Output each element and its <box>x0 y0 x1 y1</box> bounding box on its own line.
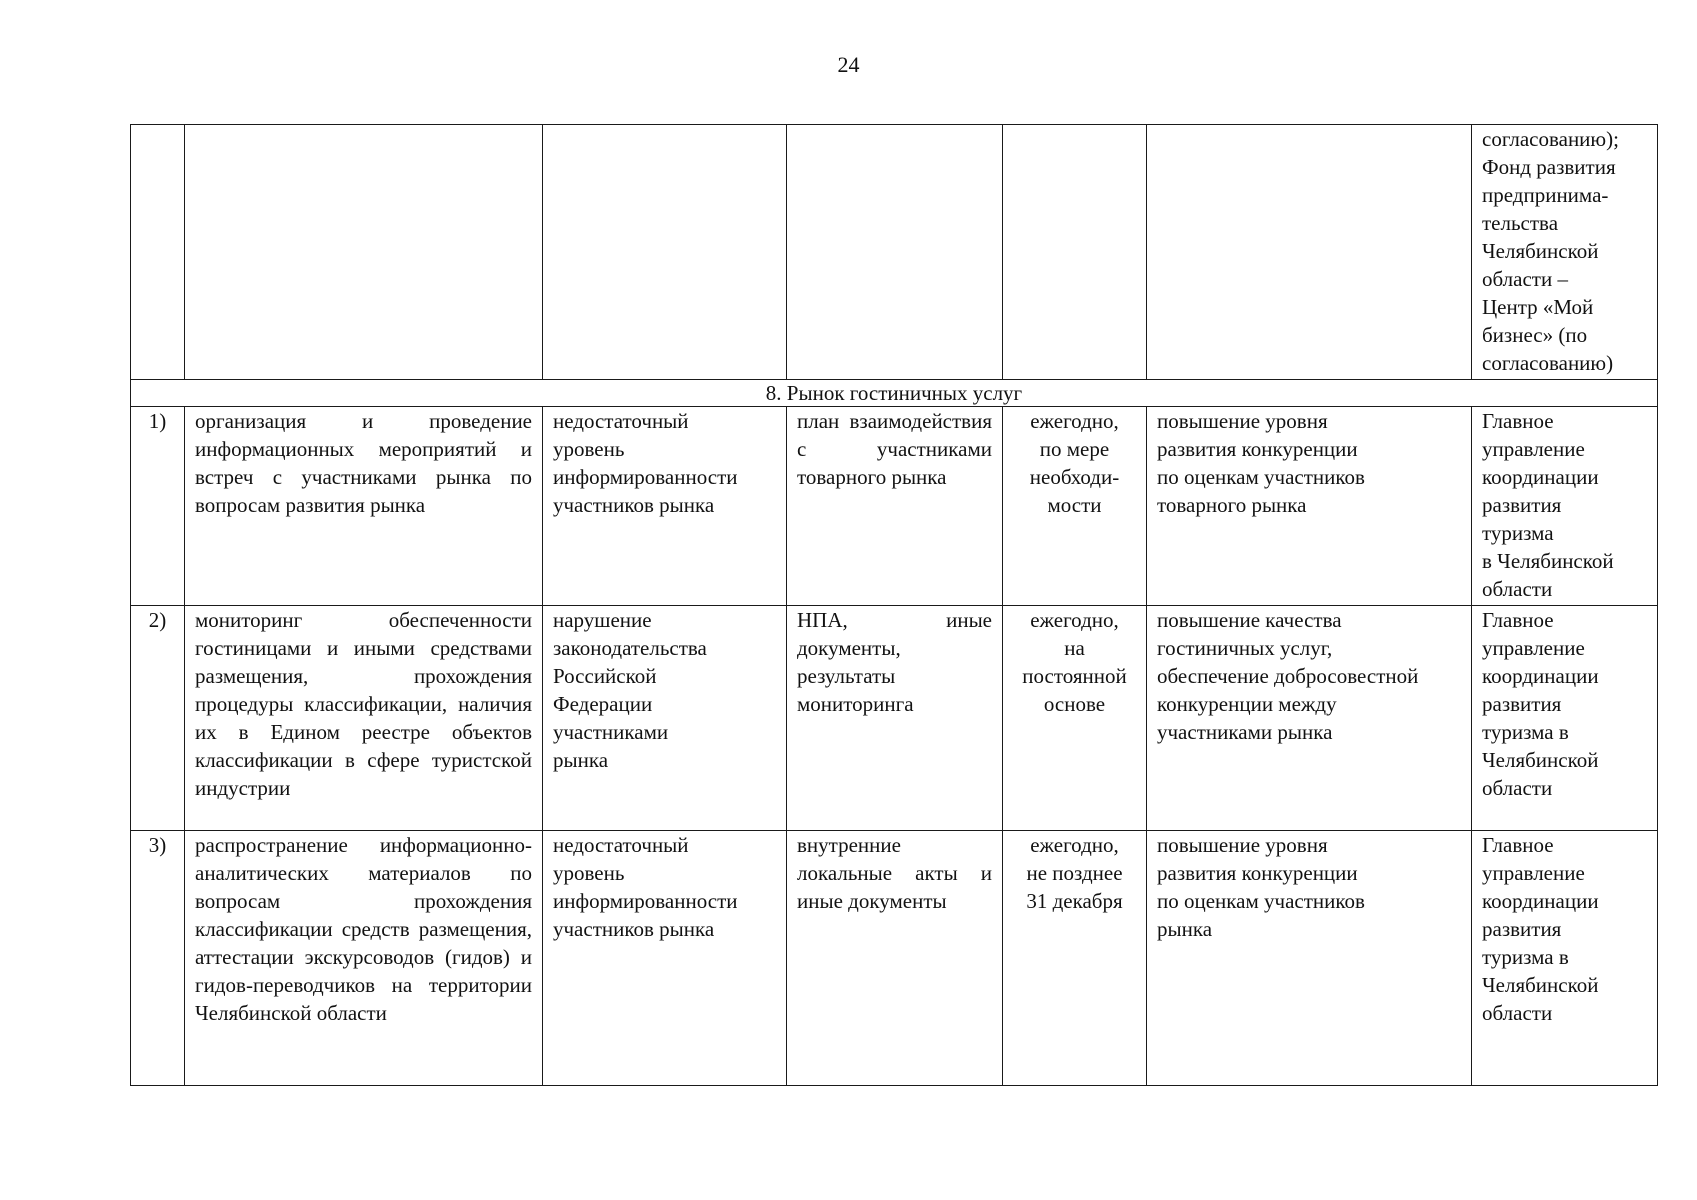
responsible-text: Главное управление координации развития туризма в Челябинской области <box>1482 409 1614 601</box>
event-cell <box>185 831 543 1086</box>
continuation-result-cell <box>1147 125 1472 380</box>
document-text: план взаимодействия с участниками товарного рынка <box>797 409 992 489</box>
result-text: повышение уровня развития конкуренции по оценкам участников товарного рынка <box>1157 409 1365 517</box>
table-row <box>131 606 1658 831</box>
section-header-row <box>131 380 1658 407</box>
deadline-text: ежегодно, на постоянной основе <box>1022 608 1127 716</box>
responsible-cell <box>1472 407 1658 606</box>
event-cell <box>185 407 543 606</box>
document-text: НПА, иные документы, результаты мониторинга <box>797 608 992 716</box>
responsible-cell <box>1472 606 1658 831</box>
table-row <box>131 831 1658 1086</box>
event-text: мониторинг обеспеченности гостиницами и иными средствами размещения, прохождения процедуры классификации, наличия их в Едином реестре объектов классификации в сфере туристской индустрии <box>195 608 532 800</box>
section-title-cell <box>131 380 1658 407</box>
document-text: внутренние локальные акты и иные документы <box>797 833 992 913</box>
row-number-cell <box>131 606 185 831</box>
row-number: 1) <box>148 409 167 433</box>
continuation-row <box>131 125 1658 380</box>
problem-text: нарушение законодательства Российской Федерации участниками рынка <box>553 608 707 772</box>
continuation-responsible-text: согласованию); Фонд развития предпринима- тельства Челябинской области – Центр «Мой бизнес» (по согласованию) <box>1482 127 1619 375</box>
result-cell <box>1147 606 1472 831</box>
row-number-cell <box>131 407 185 606</box>
event-cell <box>185 606 543 831</box>
continuation-problem-cell <box>543 125 787 380</box>
row-number: 3) <box>148 833 167 857</box>
deadline-text: ежегодно, не позднее 31 декабря <box>1026 833 1123 913</box>
section-title: 8. Рынок гостиничных услуг <box>765 381 1023 405</box>
continuation-responsible-cell <box>1472 125 1658 380</box>
continuation-num-cell <box>131 125 185 380</box>
result-text: повышение качества гостиничных услуг, обеспечение добросовестной конкуренции между участниками рынка <box>1157 608 1419 744</box>
responsible-text: Главное управление координации развития туризма в Челябинской области <box>1482 833 1599 1025</box>
continuation-deadline-cell <box>1003 125 1147 380</box>
deadline-cell <box>1003 831 1147 1086</box>
responsible-text: Главное управление координации развития туризма в Челябинской области <box>1482 608 1599 800</box>
document-cell <box>787 831 1003 1086</box>
row-number-cell <box>131 831 185 1086</box>
result-cell <box>1147 407 1472 606</box>
deadline-text: ежегодно, по мере необходи- мости <box>1029 409 1120 517</box>
continuation-event-cell <box>185 125 543 380</box>
problem-text: недостаточный уровень информированности участников рынка <box>553 409 738 517</box>
deadline-cell <box>1003 407 1147 606</box>
document-cell <box>787 606 1003 831</box>
result-text: повышение уровня развития конкуренции по оценкам участников рынка <box>1157 833 1365 941</box>
event-text: распространение информационно-аналитических материалов по вопросам прохождения классификации средств размещения, аттестации экскурсоводов (гидов) и гидов-переводчиков на территории Челябинской области <box>195 833 532 1025</box>
page-number: 24 <box>837 52 860 77</box>
measures-table <box>130 124 1658 1086</box>
problem-cell <box>543 407 787 606</box>
row-number: 2) <box>148 608 167 632</box>
result-cell <box>1147 831 1472 1086</box>
problem-cell <box>543 606 787 831</box>
table-row <box>131 407 1658 606</box>
continuation-document-cell <box>787 125 1003 380</box>
deadline-cell <box>1003 606 1147 831</box>
responsible-cell <box>1472 831 1658 1086</box>
event-text: организация и проведение информационных мероприятий и встреч с участниками рынка по вопросам развития рынка <box>195 409 532 517</box>
problem-text: недостаточный уровень информированности участников рынка <box>553 833 738 941</box>
problem-cell <box>543 831 787 1086</box>
document-cell <box>787 407 1003 606</box>
